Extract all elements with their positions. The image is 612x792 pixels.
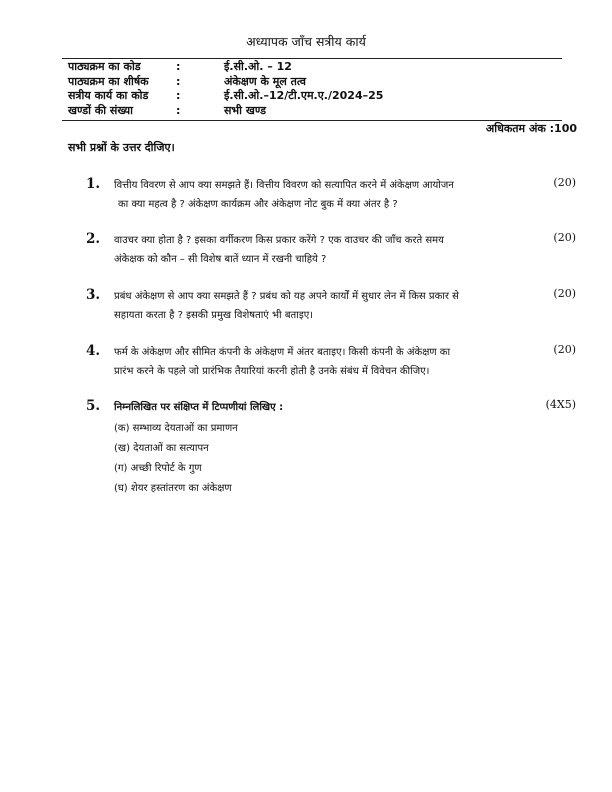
question-line: वाउचर क्या होता है ? इसका वर्गीकरण किस प्रकार करेंगे ? एक वाउचर की जाँच करते समय xyxy=(114,235,444,246)
question-text xyxy=(114,176,534,214)
meta-colon: : xyxy=(176,74,181,88)
course-code-value: ई.सी.ओ. – 12 xyxy=(224,60,292,73)
question-number: 3. xyxy=(86,287,101,303)
short-notes-list xyxy=(114,419,238,499)
document-title: अध्यापक जाँच सत्रीय कार्य xyxy=(246,34,366,49)
question-line: प्रारंभ करने के पहले जो प्रारंभिक तैयारियां करनी होती है उनके संबंध में विवेचन कीजिए। xyxy=(114,366,430,377)
blocks-count-value: सभी खण्ड xyxy=(224,103,266,117)
maximum-marks: अधिकतम अंक :100 xyxy=(485,122,577,135)
question-marks: (20) xyxy=(553,343,576,356)
blocks-count-row xyxy=(68,104,548,119)
course-title-label: पाठ्यक्रम का शीर्षक xyxy=(68,74,149,88)
question-marks: (20) xyxy=(553,176,576,189)
question-number: 5. xyxy=(86,398,101,414)
course-code-label: पाठ्यक्रम का कोड xyxy=(68,60,141,73)
question-marks: (4X5) xyxy=(545,398,576,411)
question-number: 2. xyxy=(86,231,101,247)
meta-colon: : xyxy=(176,89,181,102)
question-heading: निम्नलिखित पर संक्षिप्त में टिप्पणीयां लिखिए : xyxy=(114,402,284,413)
assignment-code-row xyxy=(68,89,548,104)
meta-colon: : xyxy=(176,103,181,117)
question-text xyxy=(114,343,534,381)
header-top-rule xyxy=(62,58,562,59)
course-title-row xyxy=(68,75,548,90)
assignment-code-value: ई.सी.ओ.–12/टी.एम.ए./2024–25 xyxy=(224,89,384,102)
list-item: (ख) देयताओं का सत्यापन xyxy=(114,443,209,454)
question-line: प्रबंध अंकेक्षण से आप क्या समझते हैं ? प्रबंध को यह अपने कार्यों में सुधार लेन में किस प्रकार से xyxy=(114,291,459,302)
assignment-code-label: सत्रीय कार्य का कोड xyxy=(68,89,149,102)
question-text xyxy=(114,231,534,269)
question-line: सहायता करता है ? इसकी प्रमुख विशेषताएं भी बताइए। xyxy=(114,310,314,321)
question-text xyxy=(114,398,534,417)
meta-colon: : xyxy=(176,60,181,73)
list-item: (ग) अच्छी रिपोर्ट के गुण xyxy=(114,463,202,474)
blocks-count-label: खण्डों की संख्या xyxy=(68,103,134,117)
course-info-block xyxy=(68,60,548,118)
question-number: 4. xyxy=(86,343,101,359)
question-line: वित्तीय विवरण से आप क्या समझते हैं। वित्तीय विवरण को सत्यापित करने में अंकेक्षण आयोजन xyxy=(114,180,454,191)
course-title-value: अंकेक्षण के मूल तत्व xyxy=(224,74,306,88)
question-marks: (20) xyxy=(553,287,576,300)
list-item: (क) सम्भाव्य देयताओं का प्रमाणन xyxy=(114,423,238,434)
list-item: (घ) शेयर हस्तांतरण का अंकेक्षण xyxy=(114,483,232,494)
question-number: 1. xyxy=(86,176,101,192)
question-line: फर्म के अंकेक्षण और सीमित कंपनी के अंकेक्षण में अंतर बताइए। किसी कंपनी के अंकेक्षण का xyxy=(114,347,451,358)
question-marks: (20) xyxy=(553,231,576,244)
course-code-row xyxy=(68,60,548,75)
question-line: अंकेक्षक को कौन – सी विशेष बातें ध्यान में रखनी चाहिये ? xyxy=(114,254,327,265)
question-text xyxy=(114,287,534,325)
instruction-text: सभी प्रश्नों के उत्तर दीजिए। xyxy=(68,141,175,154)
question-line: का क्या महत्व है ? अंकेक्षण कार्यक्रम और अंकेक्षण नोट बुक में क्या अंतर है ? xyxy=(118,199,398,210)
